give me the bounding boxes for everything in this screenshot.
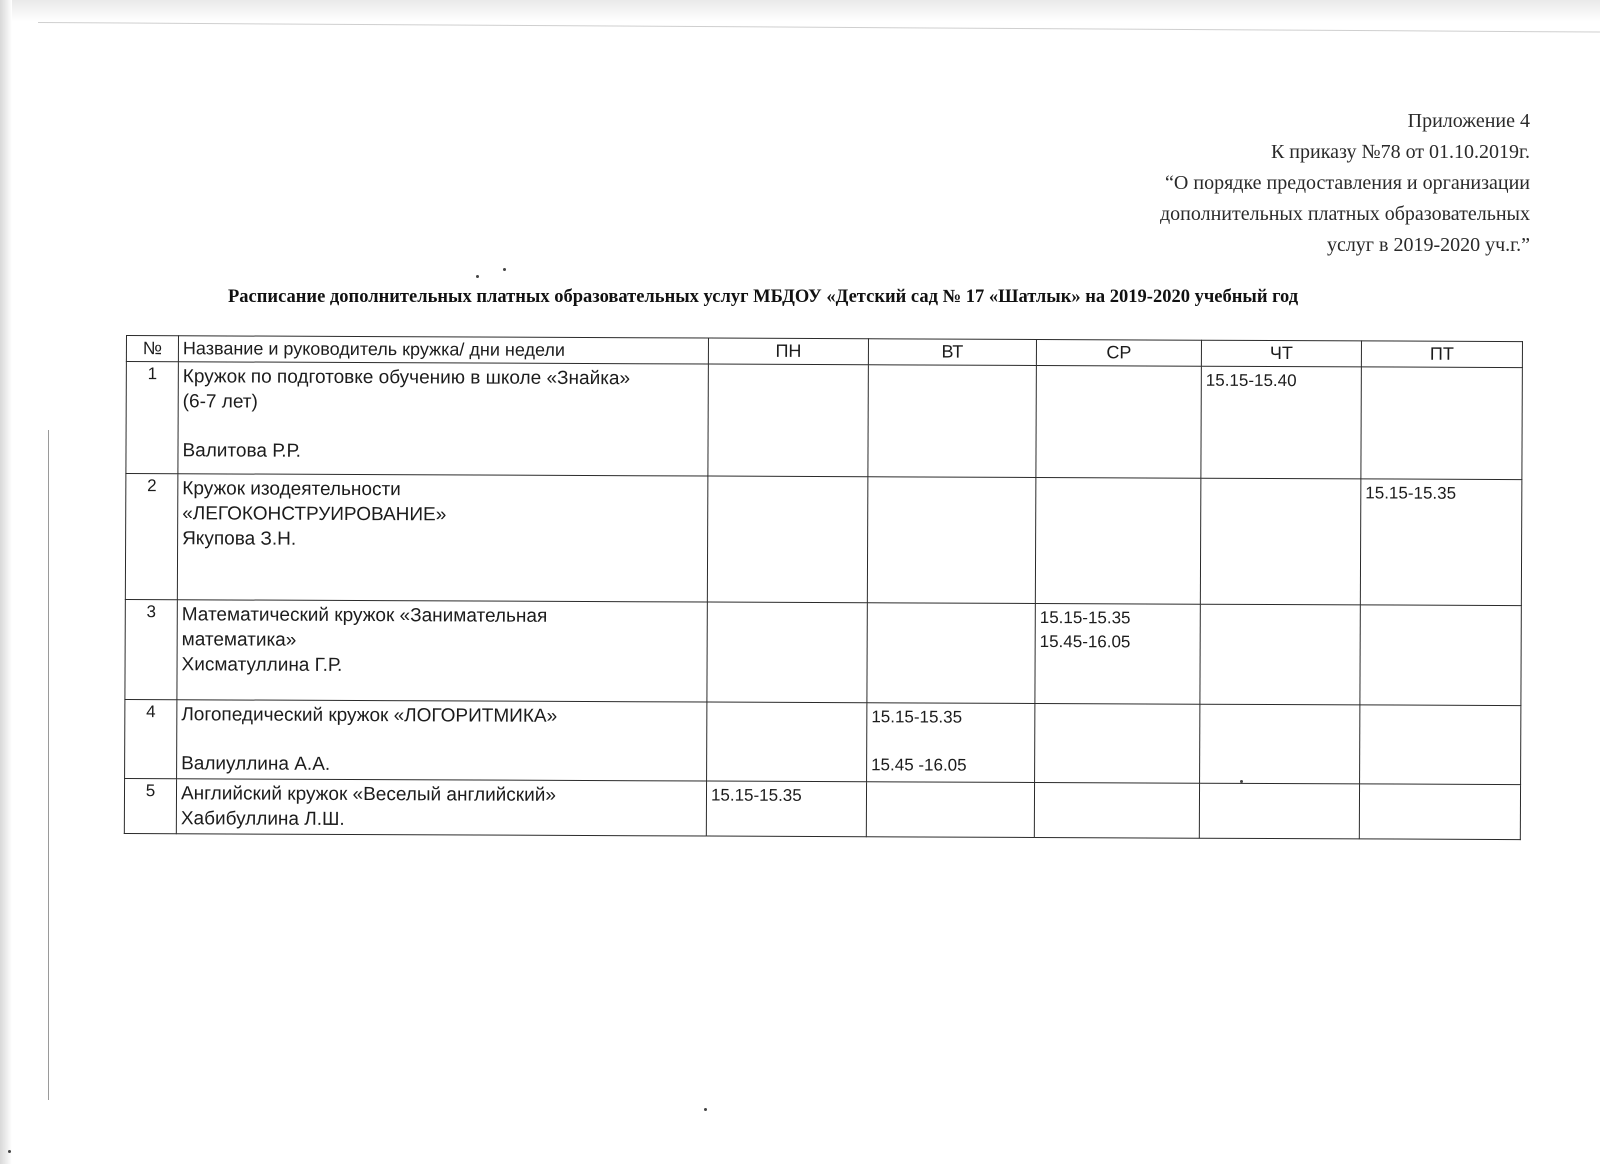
mon-cell: [708, 364, 868, 477]
wed-cell: [1035, 477, 1201, 604]
wed-cell: [1035, 703, 1200, 783]
club-name-line: математика»: [181, 629, 297, 651]
mon-cell: [707, 702, 867, 782]
time-slot: 15.15-15.35: [1039, 607, 1131, 628]
time-slot: 15.15-15.35: [871, 707, 963, 727]
club-name-line: (6-7 лет): [182, 391, 258, 413]
club-name-line: Кружок изодеятельности: [182, 478, 401, 501]
scan-top-edge: [0, 0, 1600, 22]
fri-cell: [1360, 705, 1521, 785]
fri-cell: [1360, 605, 1521, 706]
club-leader: Хабибуллина Л.Ш.: [180, 808, 345, 830]
table-row: [126, 362, 1522, 480]
table-row: [125, 474, 1522, 606]
scan-left-edge: [0, 0, 12, 1164]
document-title: Расписание дополнительных платных образовательных услуг МБДОУ «Детский сад № 17 «Шатлык» на 2019-2020 учебный год: [228, 287, 1299, 307]
mon-cell: 15.15-15.35: [706, 781, 866, 837]
page-margin-line: [48, 430, 49, 1100]
club-cell: [177, 600, 707, 702]
tue-cell: [867, 603, 1035, 704]
header-no: №: [126, 336, 178, 362]
appendix-line: К приказу №78 от 01.10.2019г.: [1270, 141, 1530, 163]
appendix-line: дополнительных платных образовательных: [1159, 203, 1530, 225]
appendix-line: Приложение 4: [1407, 110, 1530, 132]
fri-cell: [1361, 367, 1522, 480]
thu-cell: [1199, 783, 1359, 839]
scan-speck: [476, 275, 479, 278]
header-tue: ВТ: [868, 339, 1036, 366]
club-name-line: Английский кружок «Веселый английский»: [180, 783, 556, 806]
header-thu: ЧТ: [1201, 340, 1361, 367]
appendix-line: “О порядке предоставления и организации: [1165, 172, 1530, 194]
club-leader: Валитова Р.Р.: [182, 440, 301, 462]
row-number: 4: [125, 699, 177, 778]
header-name: Название и руководитель кружка/ дни недели: [178, 336, 708, 364]
club-cell: [178, 362, 708, 476]
header-wed: СР: [1036, 339, 1201, 366]
fri-cell: 15.15-15.35: [1360, 479, 1522, 606]
row-number: 3: [125, 599, 177, 699]
wed-cell: [1034, 782, 1199, 838]
thu-cell: [1200, 478, 1361, 605]
appendix-line: услуг в 2019-2020 уч.г.”: [1326, 234, 1530, 256]
tue-cell: [868, 365, 1036, 478]
club-name-line: Кружок по подготовке обучению в школе «Знайка»: [182, 366, 631, 390]
table-row: [125, 699, 1521, 784]
scan-speck: [8, 1150, 11, 1153]
club-leader: Якупова З.Н.: [182, 528, 297, 550]
club-cell: [176, 779, 706, 836]
fri-cell: [1359, 784, 1520, 840]
mon-cell: [707, 602, 867, 703]
scan-speck: [503, 268, 506, 271]
tue-cell: [867, 477, 1036, 604]
table-row: [125, 599, 1521, 705]
appendix-block: [1160, 106, 1530, 261]
wed-cell: [1035, 603, 1200, 704]
row-number: 1: [126, 362, 178, 474]
club-cell: [177, 700, 707, 781]
club-leader: Валиуллина А.А.: [181, 753, 331, 775]
thu-cell: [1200, 704, 1360, 784]
club-name-line: Логопедический кружок «ЛОГОРИТМИКА»: [181, 704, 558, 727]
club-cell: [177, 474, 708, 602]
scan-speck: [704, 1108, 707, 1111]
page-edge-line: [38, 22, 1600, 33]
row-number: 5: [124, 778, 176, 833]
time-slot: 15.45-16.05: [1039, 631, 1131, 652]
schedule-table: [124, 335, 1523, 840]
club-name-line: «ЛЕГОКОНСТРУИРОВАНИЕ»: [182, 503, 447, 526]
header-mon: ПН: [708, 338, 868, 365]
club-leader: Хисматуллина Г.Р.: [181, 654, 343, 676]
table-row: [124, 778, 1520, 839]
header-fri: ПТ: [1361, 341, 1522, 368]
tue-cell: [867, 703, 1035, 783]
thu-cell: 15.15-15.40: [1201, 366, 1361, 479]
wed-cell: [1036, 365, 1201, 478]
club-name-line: Математический кружок «Занимательная: [181, 604, 548, 627]
thu-cell: [1200, 604, 1360, 705]
scan-speck: [1240, 780, 1243, 783]
tue-cell: [866, 782, 1034, 838]
time-slot: 15.45 -16.05: [871, 755, 967, 775]
mon-cell: [707, 476, 868, 603]
row-number: 2: [125, 474, 178, 600]
